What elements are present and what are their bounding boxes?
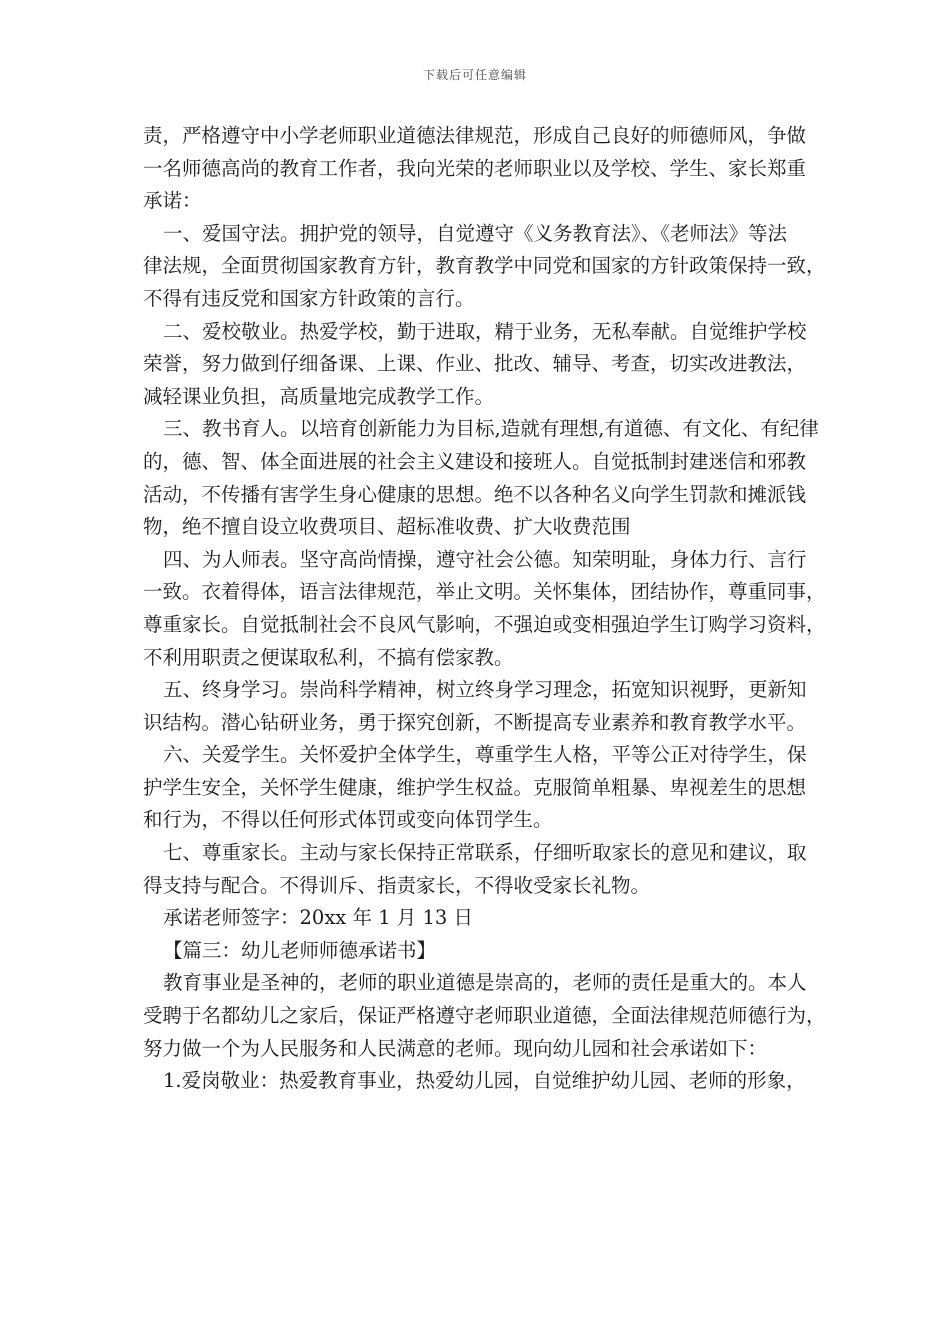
- paragraph-line: 受聘于名都幼儿之家后，保证严格遵守老师职业道德，全面法律规范师德行为，: [143, 1004, 826, 1028]
- paragraph-line: 和行为，不得以任何形式体罚或变向体罚学生。: [143, 808, 553, 832]
- paragraph-line: 减轻课业负担，高质量地完成教学工作。: [143, 384, 495, 408]
- paragraph-line: 律法规，全面贯彻国家教育方针，教育教学中同党和国家的方针政策保持一致，: [143, 254, 826, 278]
- paragraph-line: 尊重家长。自觉抵制社会不良风气影响，不强迫或变相强迫学生订购学习资料，: [143, 612, 826, 636]
- paragraph-line: 活动，不传播有害学生身心健康的思想。绝不以各种名义向学生罚款和摊派钱: [143, 482, 807, 506]
- header-note: 下载后可任意编辑: [422, 68, 527, 82]
- paragraph-line: 物，绝不擅自设立收费项目、超标准收费、扩大收费范围: [143, 515, 631, 539]
- paragraph-line: 荣誉，努力做到仔细备课、上课、作业、批改、辅导、考查，切实改进教法，: [143, 352, 807, 376]
- section-title: 【篇三：幼儿老师师德承诺书】: [163, 938, 437, 962]
- signature-line: 承诺老师签字：20xx 年 1 月 13 日: [163, 906, 474, 930]
- document-body: [143, 120, 826, 1098]
- paragraph-line: 六、关爱学生。关怀爱护全体学生，尊重学生人格，平等公正对待学生，保: [163, 743, 807, 767]
- paragraph-line: 一名师德高尚的教育工作者，我向光荣的老师职业以及学校、学生、家长郑重: [143, 156, 807, 180]
- paragraph-line: 护学生安全，关怀学生健康，维护学生权益。克服简单粗暴、卑视差生的思想: [143, 775, 807, 799]
- paragraph-line: 四、为人师表。坚守高尚情操，遵守社会公德。知荣明耻，身体力行、言行: [163, 547, 807, 571]
- paragraph-line: 三、教书育人。以培育创新能力为目标,造就有理想,有道德、有文化、有纪律: [163, 417, 819, 441]
- paragraph-line: 努力做一个为人民服务和人民满意的老师。现向幼儿园和社会承诺如下：: [143, 1036, 768, 1060]
- paragraph-line: 教育事业是圣神的，老师的职业道德是崇高的，老师的责任是重大的。本人: [163, 971, 807, 995]
- paragraph-line: 承诺：: [143, 189, 202, 213]
- paragraph-line: 一致。衣着得体，语言法律规范，举止文明。关怀集体，团结协作，尊重同事，: [143, 580, 826, 604]
- paragraph-line: 责，严格遵守中小学老师职业道德法律规范，形成自己良好的师德师风，争做: [143, 124, 807, 147]
- paragraph-line: 得支持与配合。不得训斥、指责家长，不得收受家长礼物。: [143, 873, 651, 897]
- paragraph-line: 识结构。潜心钻研业务，勇于探究创新，不断提高专业素养和教育教学水平。: [143, 710, 807, 734]
- paragraph-line: 一、爱国守法。拥护党的领导，自觉遵守《义务教育法》、《老师法》等法: [163, 221, 788, 245]
- paragraph-line: 二、爱校敬业。热爱学校，勤于进取，精于业务，无私奉献。自觉维护学校: [163, 319, 807, 343]
- paragraph-line: 1.爱岗敬业：热爱教育事业，热爱幼儿园，自觉维护幼儿园、老师的形象，: [163, 1069, 806, 1093]
- paragraph-line: 不得有违反党和国家方针政策的言行。: [143, 286, 475, 310]
- paragraph-line: 七、尊重家长。主动与家长保持正常联系，仔细听取家长的意见和建议，取: [163, 841, 807, 865]
- paragraph-line: 不利用职责之便谋取私利，不搞有偿家教。: [143, 645, 514, 669]
- paragraph-line: 五、终身学习。崇尚科学精神，树立终身学习理念，拓宽知识视野，更新知: [163, 678, 807, 702]
- paragraph-line: 的，德、智、体全面进展的社会主义建设和接班人。自觉抵制封建迷信和邪教: [143, 449, 807, 473]
